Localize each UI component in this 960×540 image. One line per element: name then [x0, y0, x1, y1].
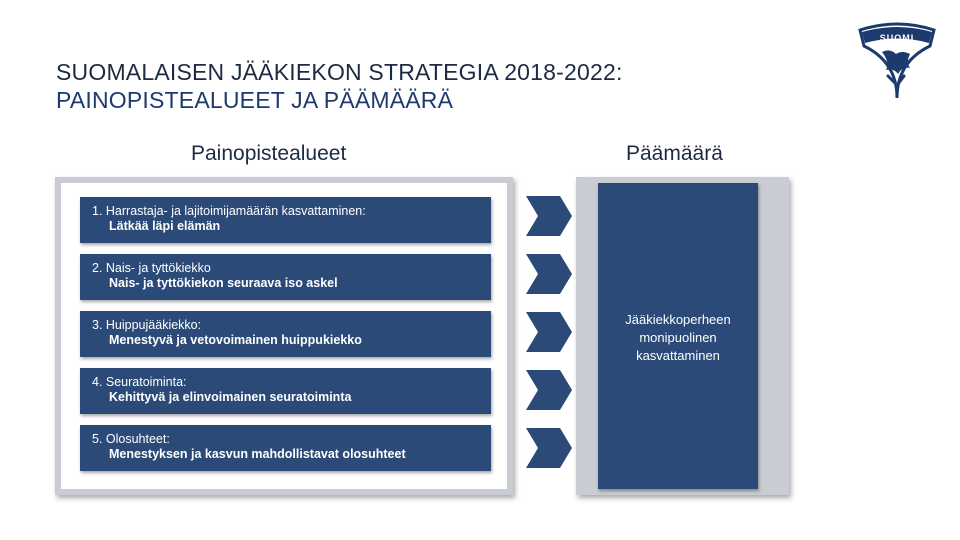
- goal-text: Jääkiekkoperheen monipuolinen kasvattaminen: [625, 312, 731, 363]
- chevron-right-icon: [526, 254, 572, 294]
- title-line-2: PAINOPISTEALUEET JA PÄÄMÄÄRÄ: [56, 87, 454, 113]
- focus-area-5: [80, 425, 491, 471]
- chevron-right-icon: [526, 196, 572, 236]
- chevron-right-icon: [526, 428, 572, 468]
- goal-header: Päämäärä: [626, 142, 723, 165]
- focus-areas-header: Painopistealueet: [191, 142, 347, 165]
- focus-area-sub: Nais- ja tyttökiekon seuraava iso askel: [109, 276, 338, 290]
- chevron-right-icon: [526, 312, 572, 352]
- focus-area-sub: Lätkää läpi elämän: [109, 219, 221, 233]
- focus-area-sub: Menestyksen ja kasvun mahdollistavat olosuhteet: [109, 447, 406, 461]
- suomi-logo: [852, 22, 942, 100]
- focus-area-1: [80, 197, 491, 243]
- goal-box: [598, 183, 758, 489]
- chevron-right-icon: [526, 370, 572, 410]
- goal-panel: [576, 177, 789, 495]
- focus-area-heading: 2. Nais- ja tyttökiekko: [92, 261, 211, 275]
- focus-area-heading: 1. Harrastaja- ja lajitoimijamäärän kasvattaminen:: [92, 204, 366, 218]
- focus-area-heading: 5. Olosuhteet:: [92, 432, 170, 446]
- focus-area-3: [80, 311, 491, 357]
- logo-text: SUOMI: [879, 33, 915, 43]
- focus-area-sub: Menestyvä ja vetovoimainen huippukiekko: [109, 333, 362, 347]
- focus-area-4: [80, 368, 491, 414]
- arrow-chevrons: [520, 188, 578, 488]
- focus-area-heading: 3. Huippujääkiekko:: [92, 318, 202, 332]
- focus-area-2: [80, 254, 491, 300]
- focus-area-heading: 4. Seuratoiminta:: [92, 375, 187, 389]
- focus-area-sub: Kehittyvä ja elinvoimainen seuratoiminta: [109, 390, 352, 404]
- title-line-1: SUOMALAISEN JÄÄKIEKON STRATEGIA 2018-2022:: [56, 59, 623, 85]
- page-title: [56, 58, 623, 114]
